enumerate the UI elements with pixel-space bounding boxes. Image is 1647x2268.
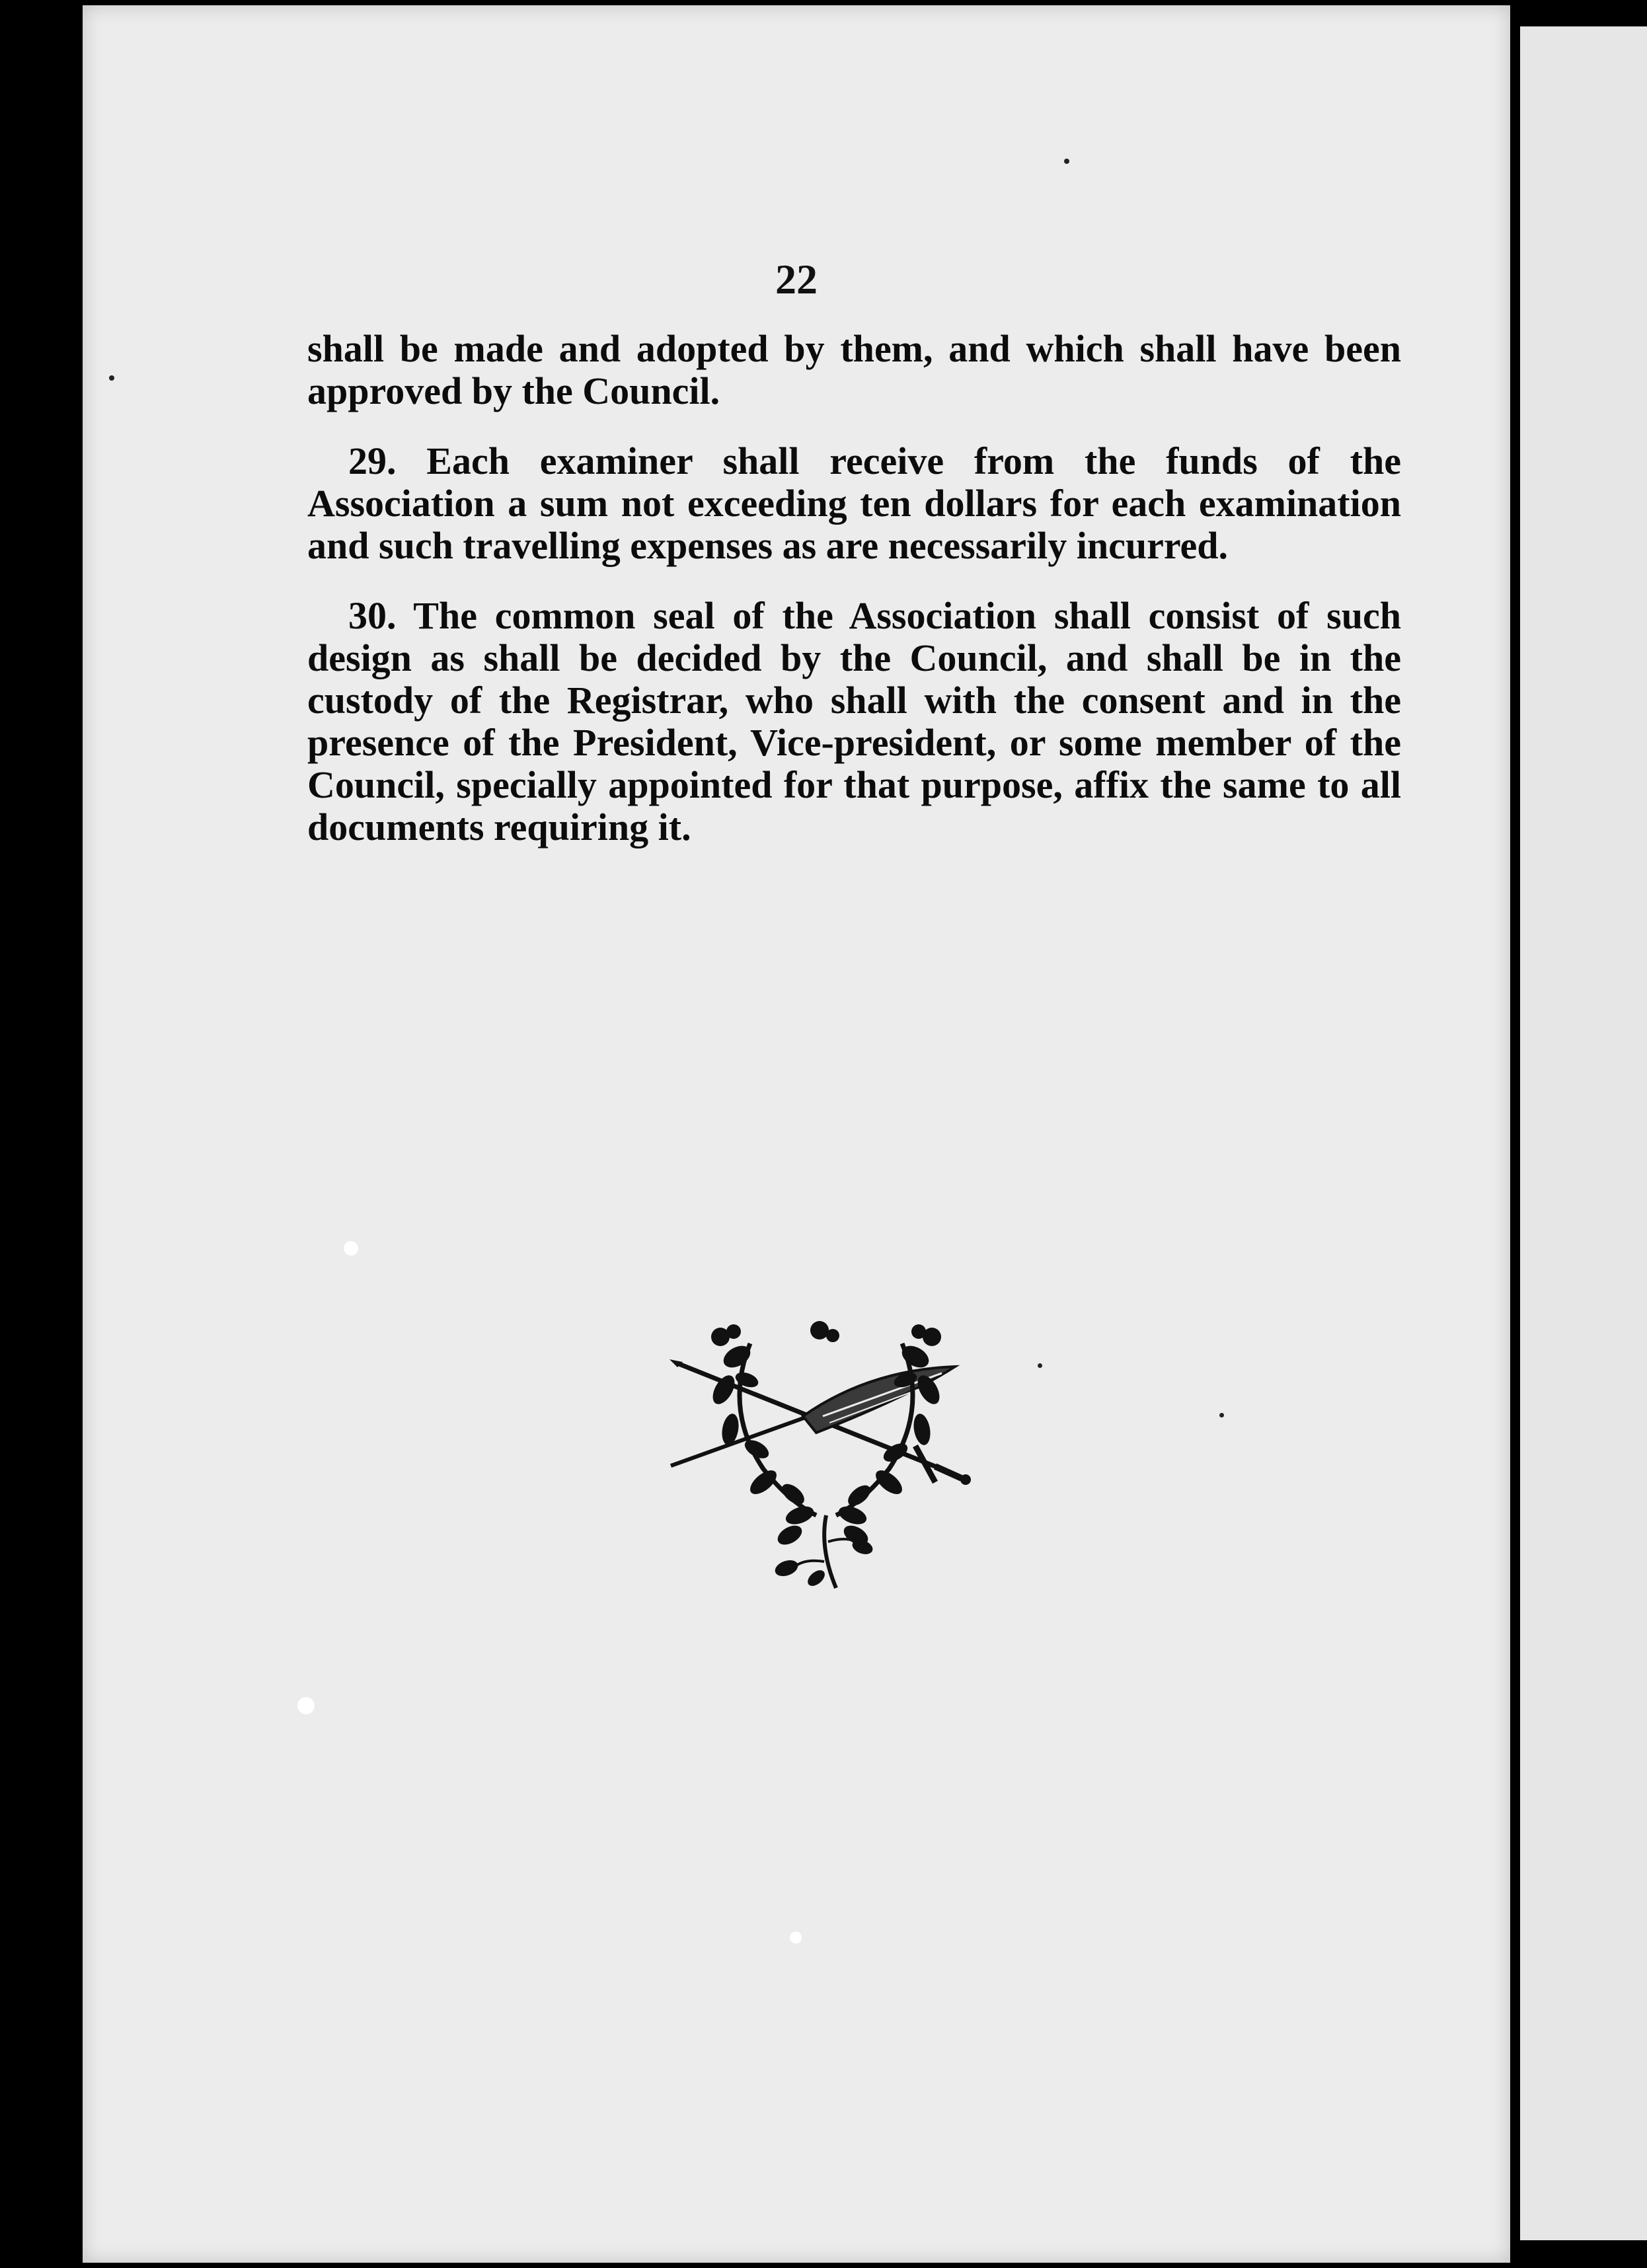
scan-dot (1219, 1413, 1224, 1418)
scan-dot (109, 375, 114, 381)
scan-dot (1064, 159, 1069, 164)
document-page (83, 5, 1510, 2263)
wreath-quill-sword-ornament-icon (651, 1317, 1061, 1595)
next-page-edge (1520, 26, 1647, 2240)
body-text (307, 328, 1401, 876)
page-number: 22 (775, 256, 818, 303)
paragraph-continuation: shall be made and adopted by them, and which shall have been approved by the Council. (307, 327, 1401, 412)
scan-dot (1038, 1363, 1042, 1368)
scan-speck (790, 1932, 802, 1944)
scan-speck (344, 1241, 358, 1256)
scan-speck (297, 1697, 315, 1714)
paragraph-section-29: 29. Each examiner shall receive from the funds of the Association a sum not exceeding ten dollars for each examination and such travelling expenses as are necessarily incurred. (307, 439, 1401, 567)
paragraph-section-30: 30. The common seal of the Association shall consist of such design as shall be decided by the Council, and shall be in the custody of the Registrar, who shall with the consent and in the presence of the President, Vice-president, or some member of the Council, specially appointed for that purpose, affix the same to all documents requiring it. (307, 594, 1401, 849)
